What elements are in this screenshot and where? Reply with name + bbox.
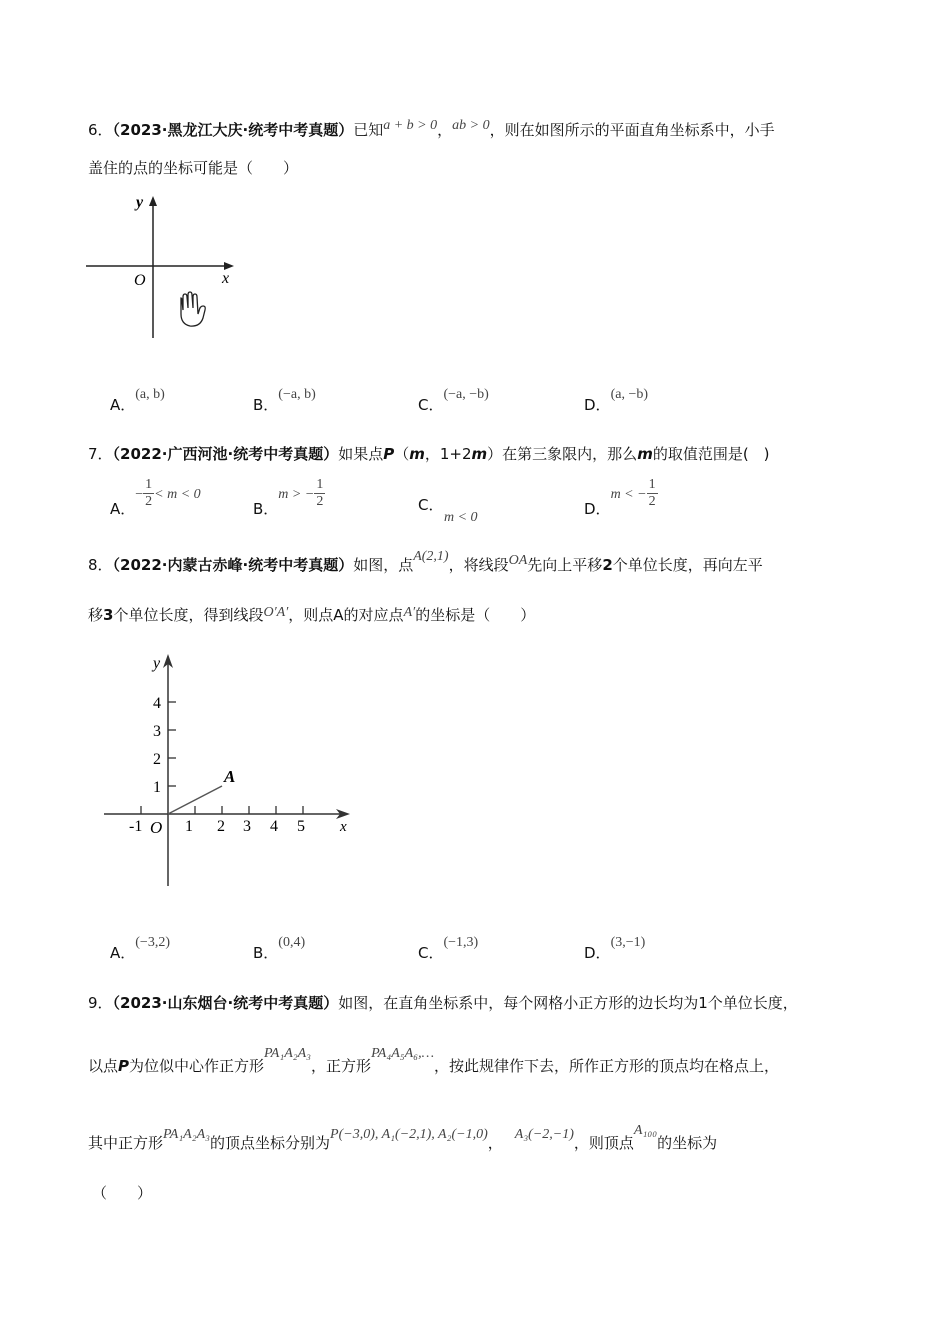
q8-x-tick-3: 3 bbox=[243, 818, 251, 835]
q8-text-3: 先向上平移 bbox=[527, 556, 603, 574]
q8-point-a-coords: A(2,1) bbox=[413, 549, 449, 564]
q9-line2-text-3: ，正方形 bbox=[311, 1057, 372, 1075]
q8-point-a-prime: A′ bbox=[403, 605, 416, 620]
q7-number: 7． bbox=[88, 445, 113, 463]
q7-option-a[interactable] bbox=[110, 477, 201, 518]
q8-segment-oa-prime: O′A′ bbox=[263, 605, 289, 620]
q8-option-a-value: (−3,2) bbox=[135, 935, 170, 950]
q7-var-m-3: m bbox=[637, 445, 653, 463]
q9-number: 9． bbox=[88, 994, 113, 1012]
q8-line2-text: 移 bbox=[88, 606, 104, 624]
q7-option-d-num: 1 bbox=[648, 477, 656, 492]
q7-source: （2022·广西河池·统考中考真题） bbox=[112, 445, 339, 463]
q6-option-a[interactable] bbox=[110, 387, 165, 415]
q8-num-3: 3 bbox=[103, 606, 114, 624]
q7-text-2: ）在第三象限内，那么 bbox=[487, 445, 638, 463]
q9-line3-text-3: ，则顶点 bbox=[573, 1134, 634, 1152]
q8-segment-oa: OA bbox=[508, 553, 528, 568]
q6-line2: 盖住的点的坐标可能是（ ） bbox=[88, 159, 299, 177]
q8-coordinate-figure bbox=[100, 648, 360, 890]
q9-square-3: PA₁A₂A₃ bbox=[163, 1127, 211, 1142]
q7-option-b-pre: m > − bbox=[278, 487, 315, 502]
q9-vertex-a100: A₁₀₀ bbox=[633, 1123, 658, 1138]
q9-line2 bbox=[88, 1046, 780, 1076]
q9-square-1: PA₁A₂A₃ bbox=[264, 1046, 312, 1061]
q7-var-m: m bbox=[409, 445, 425, 463]
q6-option-d-letter: D． bbox=[584, 396, 611, 414]
q7-option-d-letter: D． bbox=[584, 500, 611, 518]
q9-line1-text: 如图，在直角坐标系中，每个网格小正方形的边长均为1个单位长度， bbox=[338, 994, 798, 1012]
q9-line3-text: 其中正方形 bbox=[88, 1134, 164, 1152]
q7-option-d-pre: m < − bbox=[610, 487, 647, 502]
q7-option-d-fraction bbox=[647, 478, 658, 509]
q7-option-b[interactable] bbox=[253, 477, 325, 518]
q7-option-c-letter: C． bbox=[418, 496, 444, 514]
q6-y-label: y bbox=[136, 194, 144, 211]
q8-number: 8． bbox=[88, 556, 113, 574]
q7-text-3: 的取值范围是( ) bbox=[652, 445, 770, 463]
q9-vertex-a3: A₃(−2,−1) bbox=[514, 1127, 574, 1142]
q8-option-c-letter: C． bbox=[418, 944, 444, 962]
q9-line3-comma: ， bbox=[487, 1134, 503, 1152]
q9-line2-text-4: ，按此规律作下去，所作正方形的顶点均在格点上， bbox=[434, 1057, 780, 1075]
q8-option-a[interactable] bbox=[110, 935, 170, 963]
q6-x-label: x bbox=[222, 270, 230, 287]
q7-line1 bbox=[88, 443, 770, 464]
q9-point-p: P bbox=[118, 1057, 130, 1075]
q8-x-tick-5: 5 bbox=[297, 818, 305, 835]
q9-line1 bbox=[88, 992, 798, 1013]
q8-x-label: x bbox=[340, 819, 347, 835]
q7-option-a-letter: A． bbox=[110, 500, 136, 518]
q7-option-d-den: 2 bbox=[648, 494, 656, 509]
q8-text: 如图，点 bbox=[353, 556, 414, 574]
q7-option-a-pre: − bbox=[135, 487, 144, 502]
q8-y-tick-3: 3 bbox=[153, 723, 161, 740]
q8-y-tick-4: 4 bbox=[153, 695, 161, 712]
q6-origin-label: O bbox=[134, 272, 146, 289]
q6-text: 已知 bbox=[353, 121, 384, 139]
q8-line1 bbox=[88, 549, 763, 575]
q7-option-b-fraction bbox=[314, 478, 325, 509]
q8-x-tick-4: 4 bbox=[270, 818, 278, 835]
q7-option-b-den: 2 bbox=[316, 494, 324, 509]
q6-y-arrow-icon bbox=[149, 196, 157, 206]
q6-option-c[interactable] bbox=[418, 387, 489, 415]
q7-option-a-den: 2 bbox=[145, 494, 153, 509]
q8-option-d[interactable] bbox=[584, 935, 646, 963]
q8-num-2: 2 bbox=[602, 556, 613, 574]
q8-x-tick-2: 2 bbox=[217, 818, 225, 835]
q8-option-d-value: (3,−1) bbox=[610, 935, 646, 950]
q8-y-label: y bbox=[153, 655, 161, 672]
q6-text-2: ，则在如图所示的平面直角坐标系中，小手 bbox=[489, 121, 775, 139]
q7-option-c[interactable] bbox=[418, 494, 478, 534]
q8-option-b[interactable] bbox=[253, 935, 306, 963]
q6-comma: ， bbox=[437, 121, 453, 139]
q6-option-c-value: (−a, −b) bbox=[443, 387, 489, 402]
q6-x-arrow-icon bbox=[224, 262, 234, 270]
q8-line2-text-4: 的对应点 bbox=[343, 606, 404, 624]
q8-x-tick-neg1: -1 bbox=[129, 818, 143, 835]
q6-option-b-letter: B． bbox=[253, 396, 279, 414]
q6-option-c-letter: C． bbox=[418, 396, 444, 414]
q9-answer-bracket: （ ） bbox=[92, 1184, 153, 1202]
q7-option-c-value: m < 0 bbox=[444, 510, 478, 525]
q9-line3-text-4: 的坐标为 bbox=[657, 1134, 718, 1152]
q9-source: （2023·山东烟台·统考中考真题） bbox=[112, 994, 339, 1012]
q6-condition-2: ab > 0 bbox=[452, 118, 490, 133]
q9-line3-text-2: 的顶点坐标分别为 bbox=[210, 1134, 331, 1152]
q8-text-2: ，将线段 bbox=[448, 556, 509, 574]
q9-line2-text-2: 为位似中心作正方形 bbox=[129, 1057, 265, 1075]
q9-vertex-coords: P(−3,0), A₁(−2,1), A₂(−1,0) bbox=[330, 1127, 488, 1142]
q7-point-p: P bbox=[383, 445, 395, 463]
q6-number: 6． bbox=[88, 121, 113, 139]
q6-option-b[interactable] bbox=[253, 387, 316, 415]
q8-option-c[interactable] bbox=[418, 935, 479, 963]
q8-point-label: A bbox=[224, 767, 236, 786]
q7-option-a-num: 1 bbox=[145, 477, 153, 492]
q7-text: 如果点 bbox=[338, 445, 384, 463]
q6-option-d[interactable] bbox=[584, 387, 648, 415]
q8-line2-text-2: 个单位长度，得到线段 bbox=[113, 606, 264, 624]
q8-origin-label: O bbox=[150, 818, 163, 837]
q6-option-a-value: (a, b) bbox=[135, 387, 165, 402]
q8-line2-text-3: ，则点 bbox=[288, 606, 334, 624]
q8-point-a: A bbox=[333, 606, 344, 624]
q8-option-b-letter: B． bbox=[253, 944, 279, 962]
q6-condition-1: a + b > 0 bbox=[383, 118, 438, 133]
q7-expr: ，1+2 bbox=[424, 445, 472, 463]
q6-coordinate-figure bbox=[84, 188, 244, 343]
q6-option-b-value: (−a, b) bbox=[278, 387, 316, 402]
q9-line2-text: 以点 bbox=[88, 1057, 119, 1075]
q7-option-b-num: 1 bbox=[316, 477, 324, 492]
q7-var-m-2: m bbox=[471, 445, 488, 463]
q8-y-tick-2: 2 bbox=[153, 751, 161, 768]
q6-source: （2023·黑龙江大庆·统考中考真题） bbox=[112, 121, 354, 139]
hand-icon bbox=[181, 292, 205, 326]
q7-paren: （ bbox=[394, 445, 410, 463]
q8-source: （2022·内蒙古赤峰·统考中考真题） bbox=[112, 556, 354, 574]
q7-option-a-post: < m < 0 bbox=[154, 487, 201, 502]
q6-line1 bbox=[88, 119, 775, 140]
q8-option-d-letter: D． bbox=[584, 944, 611, 962]
q7-option-d[interactable] bbox=[584, 477, 658, 518]
q8-x-tick-1: 1 bbox=[185, 818, 193, 835]
q8-option-b-value: (0,4) bbox=[278, 935, 306, 950]
q6-option-d-value: (a, −b) bbox=[610, 387, 648, 402]
q9-line3 bbox=[88, 1123, 718, 1153]
q6-option-a-letter: A． bbox=[110, 396, 136, 414]
q8-y-tick-1: 1 bbox=[153, 779, 161, 796]
q7-option-a-fraction bbox=[143, 478, 154, 509]
q8-option-c-value: (−1,3) bbox=[443, 935, 479, 950]
q7-option-b-letter: B． bbox=[253, 500, 279, 518]
q9-square-2: PA₄A₅A₆,… bbox=[371, 1046, 435, 1061]
q8-option-a-letter: A． bbox=[110, 944, 136, 962]
q8-line2 bbox=[88, 604, 535, 625]
q8-text-4: 个单位长度，再向左平 bbox=[612, 556, 763, 574]
q8-line2-text-5: 的坐标是（ ） bbox=[415, 606, 536, 624]
